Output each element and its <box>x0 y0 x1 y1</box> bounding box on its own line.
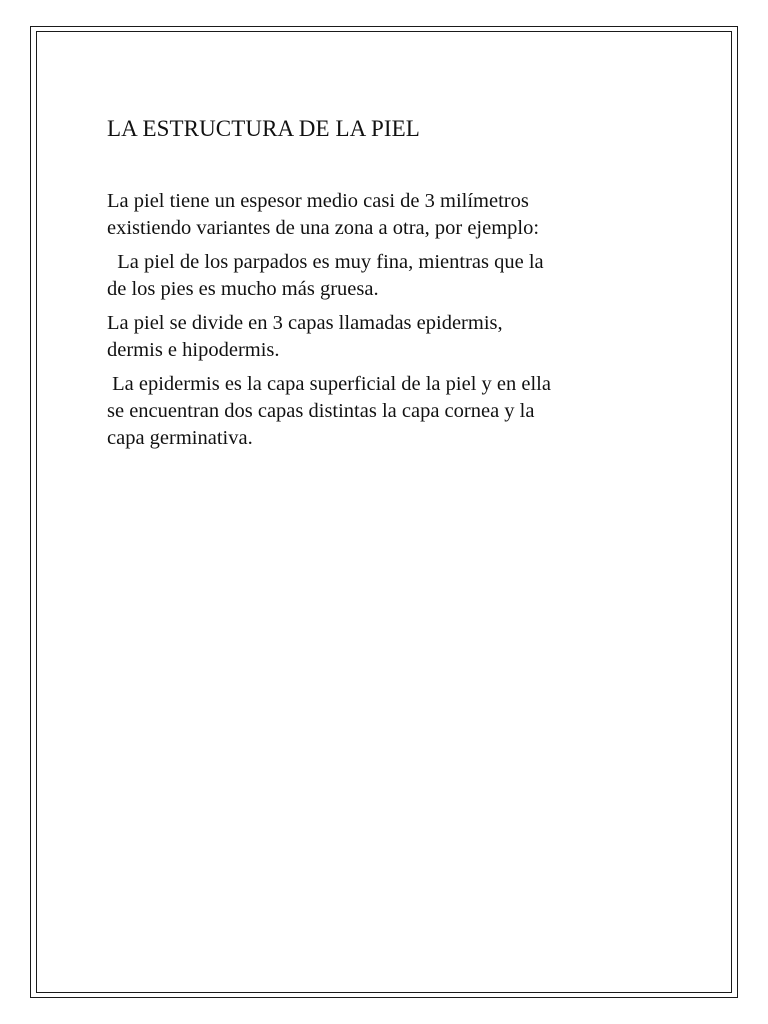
paragraph-line: La piel se divide en 3 capas llamadas epidermis, <box>107 312 503 334</box>
paragraph-line: existiendo variantes de una zona a otra, por ejemplo: <box>107 217 540 239</box>
paragraph-line: se encuentran dos capas distintas la capa cornea y la <box>107 400 535 422</box>
paragraph-line: capa germinativa. <box>107 427 253 449</box>
paragraph-line: de los pies es mucho más gruesa. <box>107 278 379 300</box>
document-body <box>107 114 667 459</box>
paragraph-layers <box>107 310 667 364</box>
paragraph-line: dermis e hipodermis. <box>107 339 280 361</box>
paragraph-line: La piel tiene un espesor medio casi de 3 milímetros <box>107 190 529 212</box>
paragraph-line: La epidermis es la capa superficial de la piel y en ella <box>107 373 551 395</box>
document-title: LA ESTRUCTURA DE LA PIEL <box>107 116 420 141</box>
paragraph-line: La piel de los parpados es muy fina, mientras que la <box>107 251 544 273</box>
paragraph-thickness <box>107 188 667 242</box>
paragraph-eyelids <box>107 249 667 303</box>
paragraph-epidermis <box>107 371 667 452</box>
